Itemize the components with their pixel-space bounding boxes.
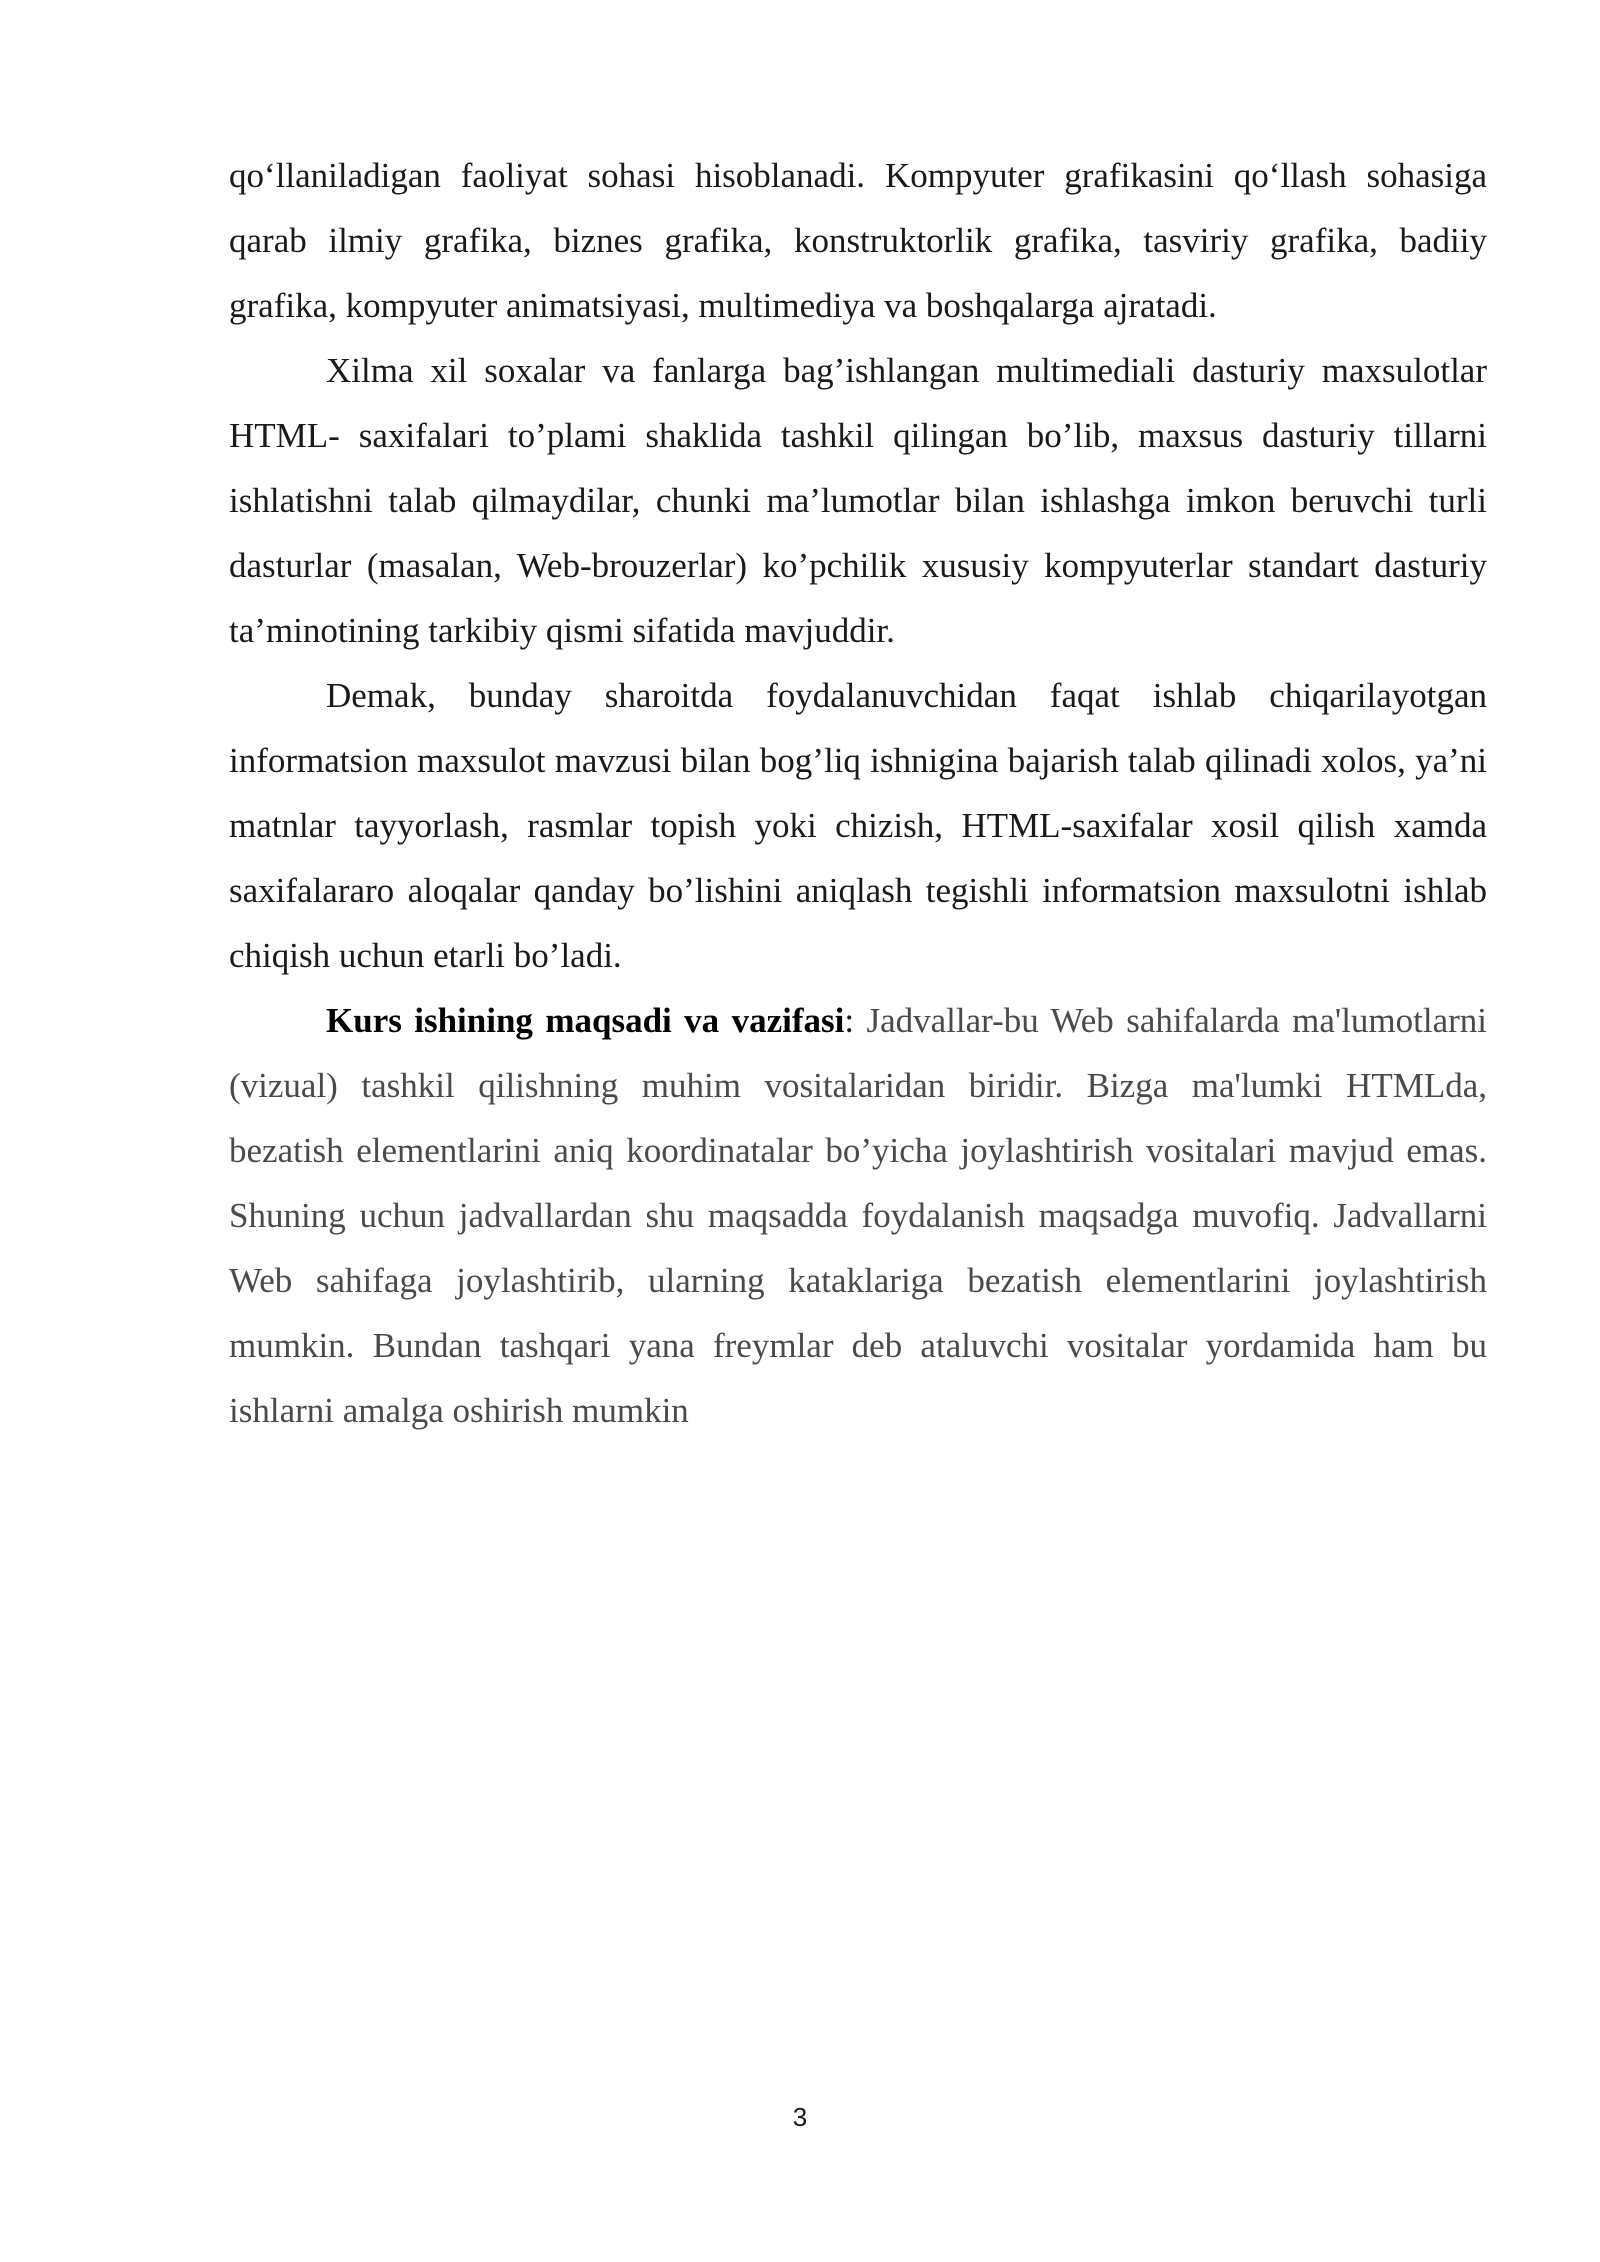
page-number: 3 (792, 2102, 808, 2132)
goal-text: Jadvallar-bu Web sahifalarda ma'lumotlarni (vizual) tashkil qilishning muhim vositalaridan biridir. Bizga ma'lumki HTMLda, bezatish elementlarini aniq koordinatalar bo’yicha joylashtirish vositalari mavjud emas. Shuning uchun jadvallardan shu maqsadda foydalanish maqsadga muvofiq. Jadvallarni Web sahifaga joylashtirib, ularning kataklariga bezatish elementlarini joylashtirish mumkin. Bundan tashqari yana freymlar deb ataluvchi vositalar yordamida ham bu ishlarni amalga oshirish mumkin (229, 1001, 1487, 1430)
paragraph-2: Xilma xil soxalar va fanlarga bag’ishlangan multimediali dasturiy maxsulotlar HTML- saxifalari to’plami shaklida tashkil qilingan bo’lib, maxsus dasturiy tillarni ishlatishni talab qilmaydilar, chunki ma’lumotlar bilan ishlashga imkon beruvchi turli dasturlar (masalan, Web-brouzerlar) ko’pchilik xususiy kompyuterlar standart dasturiy ta’minotining tarkibiy qismi sifatida mavjuddir. (229, 351, 1487, 650)
document-body (229, 143, 1487, 1443)
paragraph-1: qo‘llaniladigan faoliyat sohasi hisoblanadi. Kompyuter grafikasini qo‘llash sohasiga qarab ilmiy grafika, biznes grafika, konstruktorlik grafika, tasviriy grafika, badiiy grafika, kompyuter animatsiyasi, multimediya va boshqalarga ajratadi. (229, 156, 1487, 325)
goal-separator: : (844, 1001, 855, 1040)
paragraph-3: Demak, bunday sharoitda foydalanuvchidan faqat ishlab chiqarilayotgan informatsion maxsulot mavzusi bilan bog’liq ishnigina bajarish talab qilinadi xolos, ya’ni matnlar tayyorlash, rasmlar topish yoki chizish, HTML-saxifalar xosil qilish xamda saxifalararo aloqalar qanday bo’lishini aniqlash tegishli informatsion maxsulotni ishlab chiqish uchun etarli bo’ladi. (229, 676, 1487, 975)
goal-heading: Kurs ishining maqsadi va vazifasi (326, 1001, 845, 1040)
paragraph-goal (229, 988, 1487, 1443)
